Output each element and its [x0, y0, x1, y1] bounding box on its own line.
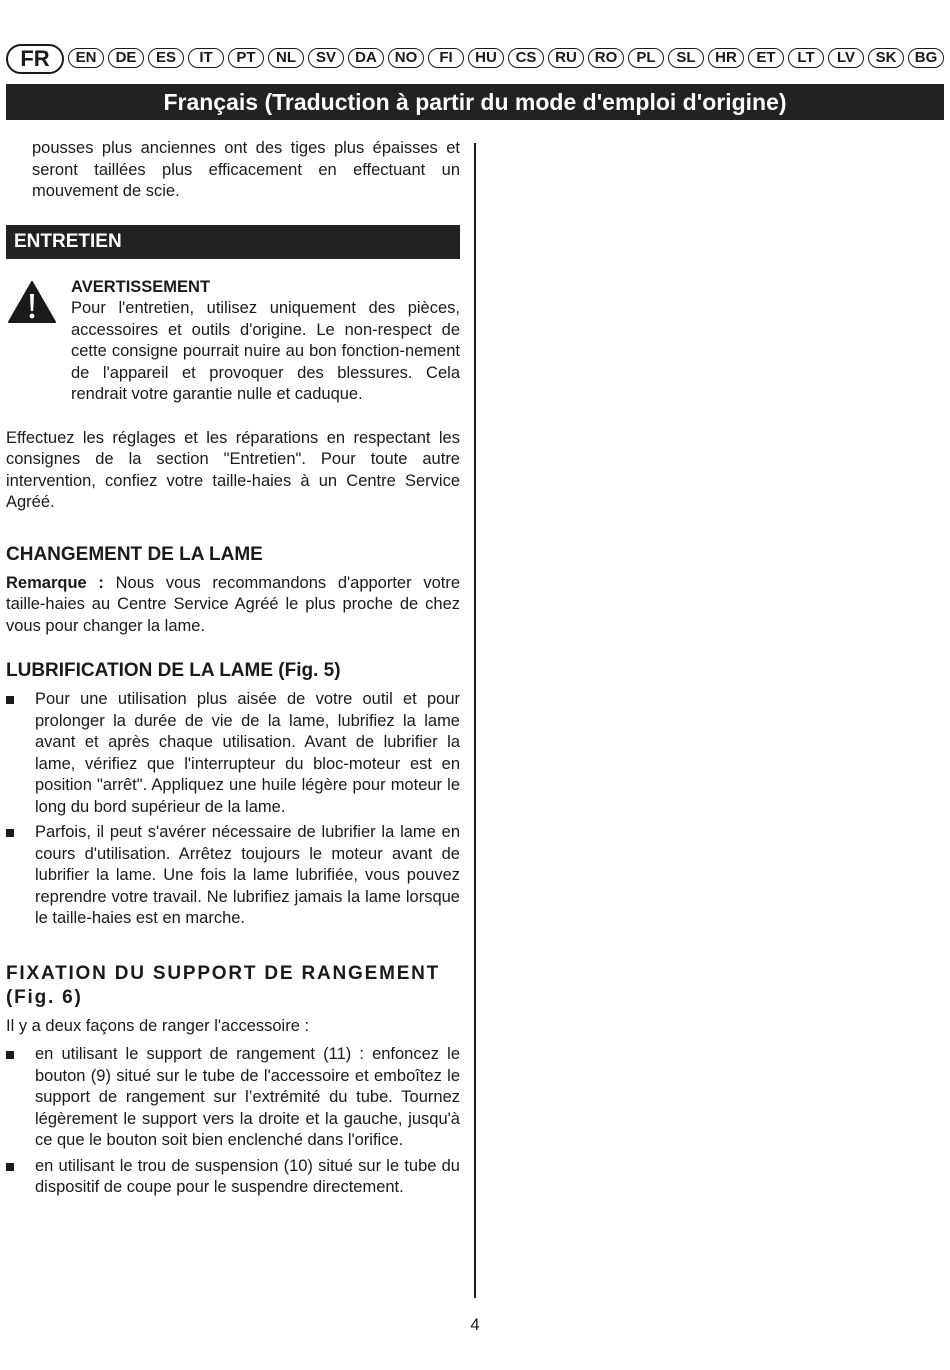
- language-tab-lt: LT: [788, 48, 824, 68]
- warning-block: [6, 277, 460, 406]
- left-column: [6, 138, 460, 1203]
- heading-lubrification: LUBRIFICATION DE LA LAME (Fig. 5): [6, 660, 341, 681]
- bullet-square-icon: [6, 696, 14, 704]
- fixation-intro: Il y a deux façons de ranger l'accessoire :: [6, 1016, 310, 1035]
- heading-changement-lame: CHANGEMENT DE LA LAME: [6, 543, 263, 565]
- language-tab-da: DA: [348, 48, 384, 68]
- fixation-list: [6, 1044, 460, 1199]
- language-tab-sv: SV: [308, 48, 344, 68]
- language-tab-sl: SL: [668, 48, 704, 68]
- language-tab-lv: LV: [828, 48, 864, 68]
- entretien-paragraph: Effectuez les réglages et les réparations en respectant les consignes de la section "Entretien". Pour toute autre intervention, confiez votre taille-haies à un Centre Service Agréé.: [6, 428, 460, 511]
- language-tab-ro: RO: [588, 48, 624, 68]
- language-tab-nl: NL: [268, 48, 304, 68]
- page-title: Français (Traduction à partir du mode d'emploi d'origine): [6, 84, 944, 120]
- lubrification-list: [6, 689, 460, 930]
- bullet-square-icon: [6, 829, 14, 837]
- language-tab-de: DE: [108, 48, 144, 68]
- language-bar: [6, 44, 944, 74]
- list-item: en utilisant le trou de suspension (10) situé sur le tube du dispositif de coupe pour le suspendre directement.: [6, 1156, 460, 1199]
- list-item: Parfois, il peut s'avérer nécessaire de lubrifier la lame en cours d'utilisation. Arrêtez toujours le moteur avant de lubrifier la lame. Une fois la lame lubrifiée, vous pouvez reprendre votre travail. Ne lubrifiez jamais la lame lorsque le taille-haies est en marche.: [6, 822, 460, 930]
- bullet-square-icon: [6, 1163, 14, 1171]
- language-tab-bg: BG: [908, 48, 944, 68]
- language-tab-fr: FR: [6, 44, 64, 74]
- changement-note: [6, 573, 460, 638]
- language-tab-hr: HR: [708, 48, 744, 68]
- warning-text: Pour l'entretien, utilisez uniquement des pièces, accessoires et outils d'origine. Le non-respect de cette consigne pourrait nuire au bon fonction-nement de l'appareil et provoquer des blessures. Cela rendrait votre garantie nulle et caduque.: [71, 299, 460, 403]
- note-label: Remarque :: [6, 573, 104, 592]
- list-item: Pour une utilisation plus aisée de votre outil et pour prolonger la durée de vie de la lame, lubrifiez la lame avant et après chaque utilisation. Avant de lubrifier la lame, vérifiez que l'interrupteur du bloc-moteur est en position "arrêt". Appliquez une huile légère pour moteur le long du bord supérieur de la lame.: [6, 689, 460, 818]
- section-heading-entretien: ENTRETIEN: [6, 225, 460, 259]
- language-tab-ru: RU: [548, 48, 584, 68]
- language-tab-pl: PL: [628, 48, 664, 68]
- language-tab-en: EN: [68, 48, 104, 68]
- page-number: 4: [470, 1316, 480, 1334]
- warning-title: AVERTISSEMENT: [71, 277, 211, 296]
- language-tab-sk: SK: [868, 48, 904, 68]
- language-tab-no: NO: [388, 48, 424, 68]
- language-tab-fi: FI: [428, 48, 464, 68]
- language-tab-et: ET: [748, 48, 784, 68]
- language-tab-hu: HU: [468, 48, 504, 68]
- column-divider: [474, 143, 476, 1298]
- warning-triangle-icon: [8, 281, 56, 323]
- language-tab-cs: CS: [508, 48, 544, 68]
- language-tab-es: ES: [148, 48, 184, 68]
- bullet-square-icon: [6, 1051, 14, 1059]
- language-tab-pt: PT: [228, 48, 264, 68]
- language-tab-it: IT: [188, 48, 224, 68]
- list-item: en utilisant le support de rangement (11) : enfoncez le bouton (9) situé sur le tube de l'accessoire et emboîtez le support de rangement sur l’extrémité du tube. Tournez légèrement le support vers la droite et la gauche, jusqu'à ce que le bouton soit bien enclenché dans l'orifice.: [6, 1044, 460, 1152]
- note-text: Nous vous recommandons d'apporter votre taille-haies au Centre Service Agréé le plus proche de chez vous pour changer la lame.: [6, 573, 460, 635]
- heading-fixation-support: FIXATION DU SUPPORT DE RANGEMENT (Fig. 6): [6, 962, 441, 1008]
- intro-paragraph: pousses plus anciennes ont des tiges plus épaisses et seront taillées plus efficacement en effectuant un mouvement de scie.: [32, 139, 460, 200]
